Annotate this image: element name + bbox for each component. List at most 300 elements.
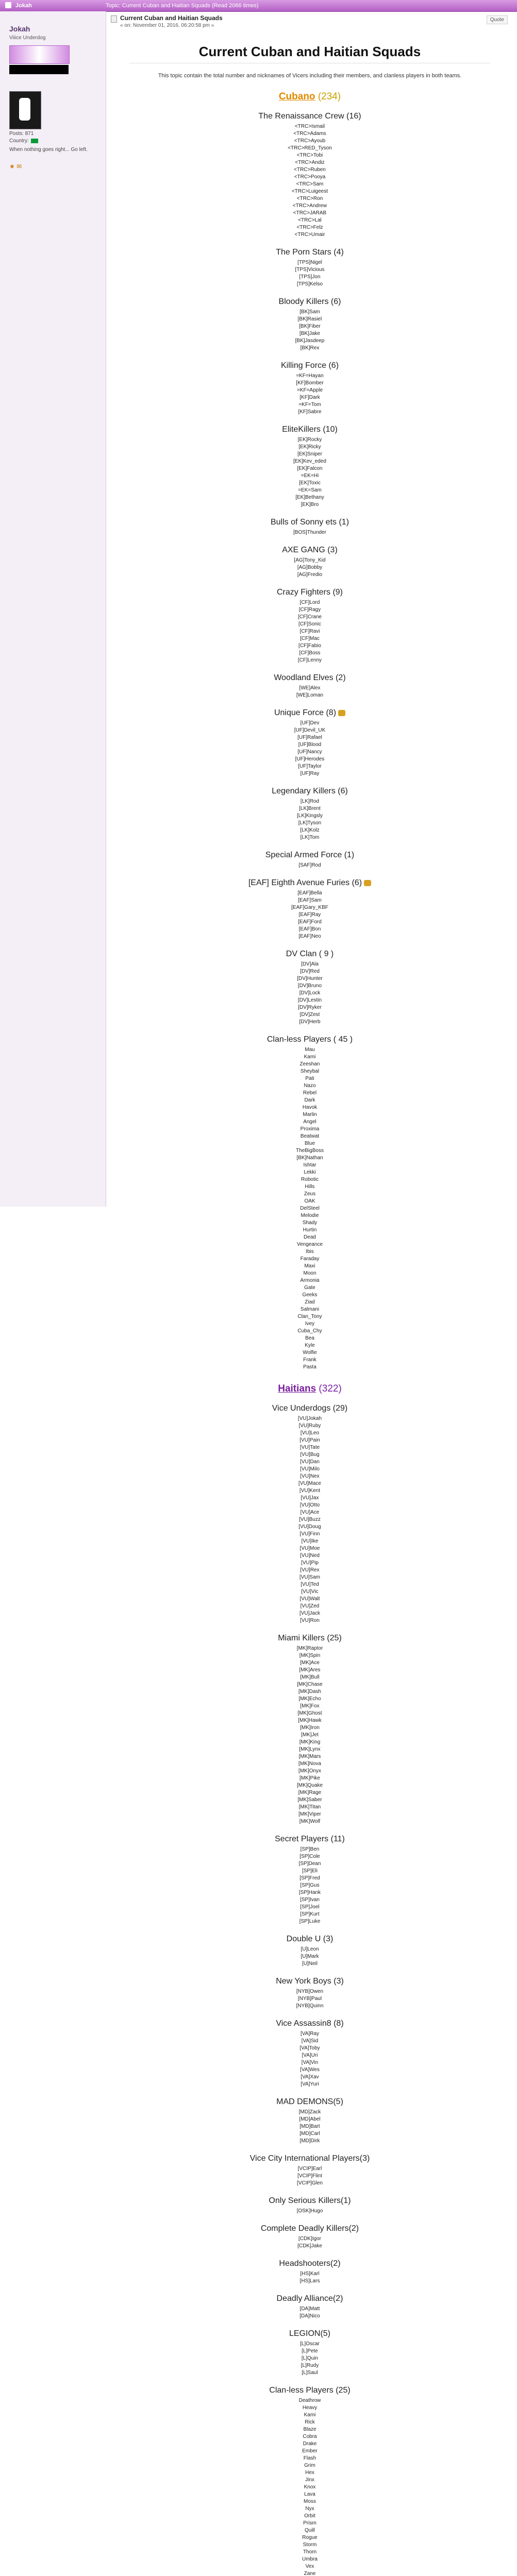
member-name: [MK]King [299, 1739, 321, 1745]
member-name: [LK]Tom [300, 835, 320, 840]
clan-name [111, 1035, 509, 1044]
clan-group [111, 361, 509, 416]
member-name: [MK]Wolf [299, 1819, 321, 1824]
clan-title: New York Boys (3) [276, 1977, 344, 1986]
member-name: [KF]Sabre [298, 409, 322, 415]
clan-title: EliteKillers (10) [282, 425, 338, 434]
clan-title: Killing Force (6) [280, 361, 339, 370]
member-name: Sheybal [300, 1069, 320, 1074]
member-name: [SP]Gus [300, 1883, 320, 1888]
member-name: [EAF]Bon [298, 926, 321, 932]
member-name: =EK=Sam [298, 487, 322, 493]
home-icon[interactable] [5, 2, 11, 8]
member-name: [VCIP]Flint [297, 2173, 322, 2179]
clan-name [111, 1935, 509, 1944]
faction-haitian [111, 1383, 509, 1395]
member-name: [EAF]Ford [298, 919, 322, 925]
post-body [111, 39, 509, 2576]
topic-subject: Topic: Current Cuban and Haitian Squads (Read 2066 times) [106, 3, 259, 9]
member-name: Flash [303, 2455, 316, 2461]
clan-name [111, 2294, 509, 2303]
member-name: [MK]Quake [296, 1783, 323, 1788]
member-name: OAK [304, 1198, 315, 1204]
member-name: [VU]Pip [301, 1560, 319, 1566]
member-name: Ishtar [303, 1162, 316, 1168]
clan-name [111, 112, 509, 121]
member-name: [U]Mark [301, 1954, 319, 1959]
member-name: [MK]Saber [297, 1797, 322, 1803]
member-name: [L]Pete [302, 2348, 318, 2354]
member-name: [EAF]Bella [297, 890, 322, 896]
clan-name [111, 787, 509, 796]
factions-container [111, 91, 509, 2576]
clan-title: Complete Deadly Killers(2) [260, 2224, 359, 2233]
member-name: =KF=Hayan [296, 373, 324, 379]
member-name: Heavy [302, 2405, 318, 2411]
top-bar [0, 0, 517, 12]
clan-name [111, 518, 509, 527]
member-name: Kami [304, 2412, 316, 2418]
member-name: [NYB]Quinn [296, 2003, 324, 2009]
member-name: [VA]Xav [301, 2074, 319, 2080]
member-name: [CF]Boss [299, 650, 321, 656]
member-name: Geeks [302, 1292, 318, 1298]
member-name: [MD]Bart [299, 2124, 320, 2129]
member-name: <TRC>Felz [296, 225, 323, 230]
clan-group [111, 673, 509, 699]
member-name: Bea [305, 1335, 314, 1341]
member-name: [U]Leon [301, 1946, 319, 1952]
member-name: [VU]Dan [300, 1459, 320, 1465]
clan-title: Bloody Killers (6) [278, 297, 341, 306]
member-name: [VA]Vin [301, 2060, 319, 2065]
member-name: [MD]Dirk [299, 2138, 320, 2144]
clan-group [111, 546, 509, 579]
rank-banner [9, 45, 70, 64]
member-name: [AG]Fredio [297, 572, 323, 578]
member-name: Proxima [300, 1126, 320, 1132]
member-name: Wolfie [303, 1350, 317, 1355]
clan-group [111, 518, 509, 536]
member-name: Quill [304, 2528, 315, 2533]
member-name: [TPS]Vicious [295, 267, 325, 273]
member-name: Pasta [303, 1364, 316, 1370]
member-name: Dark [304, 1097, 315, 1103]
member-name: [VU]Nex [300, 1473, 320, 1479]
member-name: [VCIP]Earl [297, 2166, 322, 2172]
member-name: [MK]Iron [300, 1725, 320, 1731]
member-name: [UF]Taylor [298, 764, 322, 769]
author-sidebar [0, 11, 106, 1207]
profile-icons[interactable]: ★ ✉ [9, 163, 22, 170]
member-name: <TRC>Ron [296, 196, 323, 201]
member-name: Prism [303, 2520, 316, 2526]
member-name: [SP]Dean [298, 1861, 321, 1867]
member-name: [VU]Kent [299, 1488, 321, 1494]
member-name: <TRC>Sam [296, 181, 324, 187]
clan-group [111, 787, 509, 841]
member-name: Melodie [301, 1213, 319, 1218]
clan-name [111, 248, 509, 257]
member-name: Nyx [305, 2506, 314, 2512]
member-name: [VU]Mace [298, 1481, 321, 1486]
member-name: =KF=Apple [296, 387, 323, 393]
clan-name [111, 2019, 509, 2028]
member-name: [L]Saul [302, 2370, 318, 2376]
member-name: [VU]Sam [299, 1574, 320, 1580]
member-name: [VU]Ace [300, 1510, 320, 1515]
faction-count: (322) [319, 1383, 342, 1394]
member-name: Knox [304, 2484, 316, 2490]
member-name: [CF]Mac [300, 636, 320, 641]
clan-title: Vice City International Players(3) [249, 2154, 370, 2163]
member-name: [VU]Jax [301, 1495, 319, 1501]
member-name: [SP]Luke [299, 1919, 321, 1924]
member-name: [MK]Viper [298, 1811, 321, 1817]
member-name: [EK]Kev_eded [293, 459, 326, 464]
member-name: [UF]Blood [298, 742, 322, 748]
clan-group [111, 950, 509, 1026]
clan-group [111, 2329, 509, 2377]
member-name: [MK]Mars [298, 1754, 321, 1759]
member-name: Umbra [302, 2556, 318, 2562]
member-name: [MK]Ares [299, 1667, 321, 1673]
member-name: [MK]Chase [297, 1682, 323, 1687]
clan-name [111, 361, 509, 370]
member-name: [SP]Ben [300, 1846, 320, 1852]
member-name: Dead [304, 1234, 316, 1240]
clan-group [111, 112, 509, 239]
clan-name [111, 1634, 509, 1643]
member-name: [EK]Bro [301, 502, 319, 507]
member-name: [UF]Ray [300, 771, 320, 776]
clan-title: Headshooters(2) [279, 2259, 341, 2268]
member-name: Thorn [303, 2549, 317, 2555]
member-name: Salmani [300, 1307, 320, 1312]
member-name: [VU]Tate [299, 1445, 320, 1450]
member-name: [VU]Ron [300, 1618, 320, 1623]
member-name: [MK]Pike [299, 1775, 320, 1781]
member-name: [SP]Eli [302, 1868, 318, 1874]
member-name: [VU]Otto [299, 1502, 320, 1508]
member-name: Ziad [305, 1299, 315, 1305]
member-name: [MK]Ghost [297, 1710, 322, 1716]
clan-group [111, 2259, 509, 2285]
member-name: [VA]Toby [299, 2045, 320, 2051]
clan-title: The Renaissance Crew (16) [258, 112, 361, 121]
member-name: Vengeance [296, 1242, 323, 1247]
post-icon [111, 15, 117, 23]
member-name: <TRC>Luigeest [291, 189, 328, 194]
clan-name [111, 1977, 509, 1986]
member-name: Robotic [301, 1177, 319, 1182]
member-name: Zeus [304, 1191, 316, 1197]
clan-name [111, 673, 509, 683]
clan-title: Special Armed Force (1) [265, 851, 355, 859]
member-name: Lava [304, 2492, 315, 2497]
member-name: [BOS]Thunder [293, 530, 326, 535]
clan-group [111, 708, 509, 777]
member-name: TheBigBoss [296, 1148, 324, 1154]
clan-group [111, 2196, 509, 2215]
clan-title: Clan-less Players ( 45 ) [266, 1035, 353, 1044]
member-name: [CF]Lord [299, 600, 320, 605]
member-name: Vex [305, 2564, 314, 2569]
member-name: Ember [302, 2448, 318, 2454]
author-crumb[interactable]: Jokah [15, 3, 32, 9]
member-name: Rick [305, 2419, 315, 2425]
member-name: [DV]Herb [299, 1019, 321, 1025]
member-name: [LK]Brent [299, 806, 321, 811]
clan-group [111, 248, 509, 288]
member-name: [L]Quin [301, 2355, 319, 2361]
member-name: Moss [304, 2499, 316, 2504]
member-name: [DV]Lock [299, 990, 321, 996]
intro-text: This topic contain the total number and nicknames of Vicers including their members, and clanless players in both teams. [158, 73, 462, 79]
member-name: [MK]Jet [301, 1732, 319, 1738]
member-name: Cuba_Chy [297, 1328, 322, 1334]
member-name: [CF]Sonic [298, 621, 321, 627]
member-name: [EAF]Sam [298, 897, 322, 903]
clan-title: Secret Players (11) [275, 1835, 345, 1843]
clan-name [111, 2329, 509, 2338]
member-name: [SAF]Rod [298, 862, 321, 868]
post-date: « on: November 01, 2016, 06:20:58 pm » [120, 23, 214, 28]
member-name: [LK]Kingsly [296, 813, 323, 819]
member-name: <TRC>JARAB [293, 210, 327, 216]
member-name: [BK]Rex [300, 345, 320, 351]
member-name: [MK]Echo [298, 1696, 321, 1702]
member-name: <TRC>Andiz [295, 160, 325, 165]
member-name: Gate [304, 1285, 315, 1291]
member-name: Marlin [303, 1112, 317, 1117]
member-name: [CF]Fabio [298, 643, 321, 649]
member-name: Storm [303, 2542, 317, 2548]
member-name: [LK]Kolz [300, 827, 320, 833]
member-name: [CDK]Igor [298, 2236, 321, 2242]
clan-title: Miami Killers (25) [278, 1634, 342, 1642]
member-name: <TRC>Andrew [292, 203, 327, 209]
clan-group [111, 1634, 509, 1825]
member-name: [DV]Zest [299, 1012, 320, 1018]
clan-group [111, 878, 509, 940]
member-name: [DA]Nico [299, 2313, 320, 2319]
member-name: [VU]Zed [300, 1603, 320, 1609]
author-name[interactable]: Jokah [9, 25, 30, 33]
member-name: =KF=Tom [298, 402, 321, 408]
member-name: Kyle [305, 1343, 315, 1348]
member-name: [UF]Rafael [297, 735, 322, 740]
member-name: [VU]Ike [301, 1538, 319, 1544]
page-title: Current Cuban and Haitian Squads [198, 44, 421, 59]
member-name: [KF]Bomber [296, 380, 324, 386]
member-name: Rogue [302, 2535, 318, 2540]
clan-title: Clan-less Players (25) [269, 2386, 351, 2395]
clan-name [111, 546, 509, 555]
clan-title: Only Serious Killers(1) [269, 2196, 351, 2205]
member-name: [EK]Ricky [298, 444, 321, 450]
member-name: [CF]Lenny [297, 657, 322, 663]
member-name: [CDK]Jake [297, 2243, 322, 2249]
member-name: Faraday [300, 1256, 320, 1262]
clan-name [111, 708, 509, 718]
clan-name [111, 588, 509, 597]
member-name: [EAF]Neo [298, 934, 321, 939]
member-name: Clan_Tony [297, 1314, 322, 1319]
member-name: [BK]Jake [299, 331, 321, 336]
member-name: Kami [304, 1054, 316, 1060]
faction-name[interactable]: Haitians [278, 1383, 316, 1394]
member-name: [VU]Ted [301, 1582, 319, 1587]
member-name: Hills [305, 1184, 315, 1190]
member-name: [UF]Herodes [295, 756, 325, 762]
member-name: [BK]Nathan [296, 1155, 323, 1161]
member-name: [DV]Ala [301, 961, 319, 967]
member-name: Nazo [304, 1083, 316, 1089]
author-motto: When nothing goes right... Go left. [9, 147, 88, 152]
clan-title: AXE GANG (3) [282, 546, 338, 554]
clan-group [111, 1935, 509, 1968]
clan-group [111, 1404, 509, 1624]
clan-title: LEGION(5) [289, 2329, 330, 2338]
quote-button[interactable]: Quote [487, 15, 508, 24]
member-name: Deathrow [298, 2398, 321, 2403]
member-name: [MD]Carl [299, 2131, 320, 2137]
member-name: [VU]Vic [301, 1589, 319, 1595]
member-name: [WE]Alex [299, 685, 321, 691]
clan-badge-icon [338, 710, 345, 716]
member-name: Zane [304, 2571, 316, 2576]
author-posts: Posts: 871 [9, 131, 34, 137]
country-flag-icon [31, 139, 38, 143]
avatar [9, 91, 41, 129]
member-name: [VU]Buzz [299, 1517, 321, 1522]
member-name: [MK]Titan [298, 1804, 321, 1810]
member-name: [DV]Hunter [297, 976, 323, 981]
member-name: [SP]Joel [300, 1904, 320, 1910]
clan-group [111, 588, 509, 664]
member-name: [SP]Cole [299, 1854, 320, 1859]
member-name: [BK]Fiber [299, 324, 321, 329]
clan-title: Bulls of Sonny ets (1) [270, 518, 349, 527]
member-name: [BK]Jasdeep [295, 338, 325, 344]
member-name: [HS]Lars [299, 2278, 320, 2284]
member-name: [MK]Rage [298, 1790, 322, 1795]
member-name: Beatwat [300, 1133, 320, 1139]
member-name: [WE]Loman [296, 692, 324, 698]
clan-group [111, 2224, 509, 2250]
member-name: Shady [302, 1220, 318, 1226]
member-name: Drake [303, 2441, 317, 2447]
member-name: [VU]Ned [300, 1553, 320, 1558]
member-name: [VU]Finn [299, 1531, 320, 1537]
member-name: [VU]Pain [299, 1437, 320, 1443]
member-name: [MK]Raptor [296, 1646, 323, 1651]
member-name: Frank [303, 1357, 316, 1363]
member-name: Ibis [306, 1249, 314, 1255]
member-name: [MK]Onyx [298, 1768, 321, 1774]
member-name: [EK]Rocky [297, 437, 322, 443]
clan-name [111, 2259, 509, 2268]
member-name: [SP]Ivan [300, 1897, 320, 1903]
member-name: <TRC>Adams [293, 131, 326, 137]
member-name: Hex [305, 2470, 314, 2476]
member-name: [DV]Red [300, 969, 320, 974]
member-name: [MK]Nova [298, 1761, 321, 1767]
author-rank: Viiice Underdog [9, 35, 46, 41]
clan-group [111, 297, 509, 352]
clan-title: Unique Force (8) [274, 708, 337, 717]
member-name: [MK]Hawk [298, 1718, 322, 1723]
member-name: [VA]Yuri [301, 2081, 319, 2087]
clan-name [111, 950, 509, 959]
member-name: [VA]Wes [300, 2067, 320, 2073]
member-name: Zeeshan [299, 1061, 320, 1067]
member-name: [VU]Walt [299, 1596, 320, 1602]
rank-banner-strip [9, 65, 69, 74]
faction-name[interactable]: Cubano [278, 91, 315, 102]
member-name: <TRC>Lal [298, 217, 322, 223]
member-name: [VCIP]Glen [296, 2180, 323, 2186]
member-name: Blue [304, 1141, 315, 1146]
clan-title: The Porn Stars (4) [276, 248, 344, 257]
clan-title: Crazy Fighters (9) [276, 588, 343, 597]
member-name: Mau [305, 1047, 315, 1053]
clan-name [111, 2224, 509, 2233]
member-name: [AG]Tony_Kid [294, 557, 326, 563]
member-name: Maxi [304, 1263, 315, 1269]
member-name: [CF]Crane [297, 614, 322, 620]
member-name: [VU]Ruby [298, 1423, 321, 1429]
member-name: Grim [304, 2463, 315, 2468]
member-name: [VA]Sid [301, 2038, 319, 2044]
clan-group [111, 1035, 509, 1371]
member-name: [VA]Uri [302, 2053, 318, 2058]
member-name: <TRC>Umair [294, 232, 325, 238]
member-name: [EK]Toxic [299, 480, 321, 486]
clan-group [111, 2294, 509, 2320]
clan-group [111, 425, 509, 509]
member-name: Blaze [303, 2427, 316, 2432]
member-name: [MD]Zack [298, 2109, 321, 2115]
clan-name [111, 2386, 509, 2395]
clan-title: Double U (3) [286, 1935, 333, 1943]
member-name: [DV]Ryker [298, 1005, 322, 1010]
clan-name [111, 2196, 509, 2206]
member-name: <TRC>Tobi [296, 152, 323, 158]
member-name: [NYB]Owen [296, 1989, 324, 1994]
member-name: [EK]Falcon [297, 466, 323, 471]
clan-name [111, 2097, 509, 2107]
author-country-label: Country: [9, 138, 29, 144]
member-name: [EK]Bethany [295, 495, 324, 500]
member-name: [VU]Milo [300, 1466, 320, 1472]
clan-title: Vice Assassin8 (8) [276, 2019, 344, 2028]
author-country [9, 138, 38, 144]
member-name: [DV]Lestin [297, 997, 322, 1003]
clan-title: Woodland Elves (2) [274, 673, 346, 682]
member-name: <TRC>RED_Tyson [288, 145, 332, 151]
faction-count: (234) [318, 91, 341, 102]
member-name: [MK]Lynx [299, 1747, 321, 1752]
post-title[interactable]: Current Cuban and Haitian Squads [120, 14, 223, 22]
member-name: [NYB]Paul [297, 1996, 322, 2002]
member-name: Orbit [304, 2513, 315, 2519]
member-name: [LK]Rod [300, 799, 320, 804]
clan-title: MAD DEMONS(5) [276, 2097, 343, 2106]
clan-name [111, 878, 509, 888]
member-name: [SP]Hank [298, 1890, 321, 1895]
